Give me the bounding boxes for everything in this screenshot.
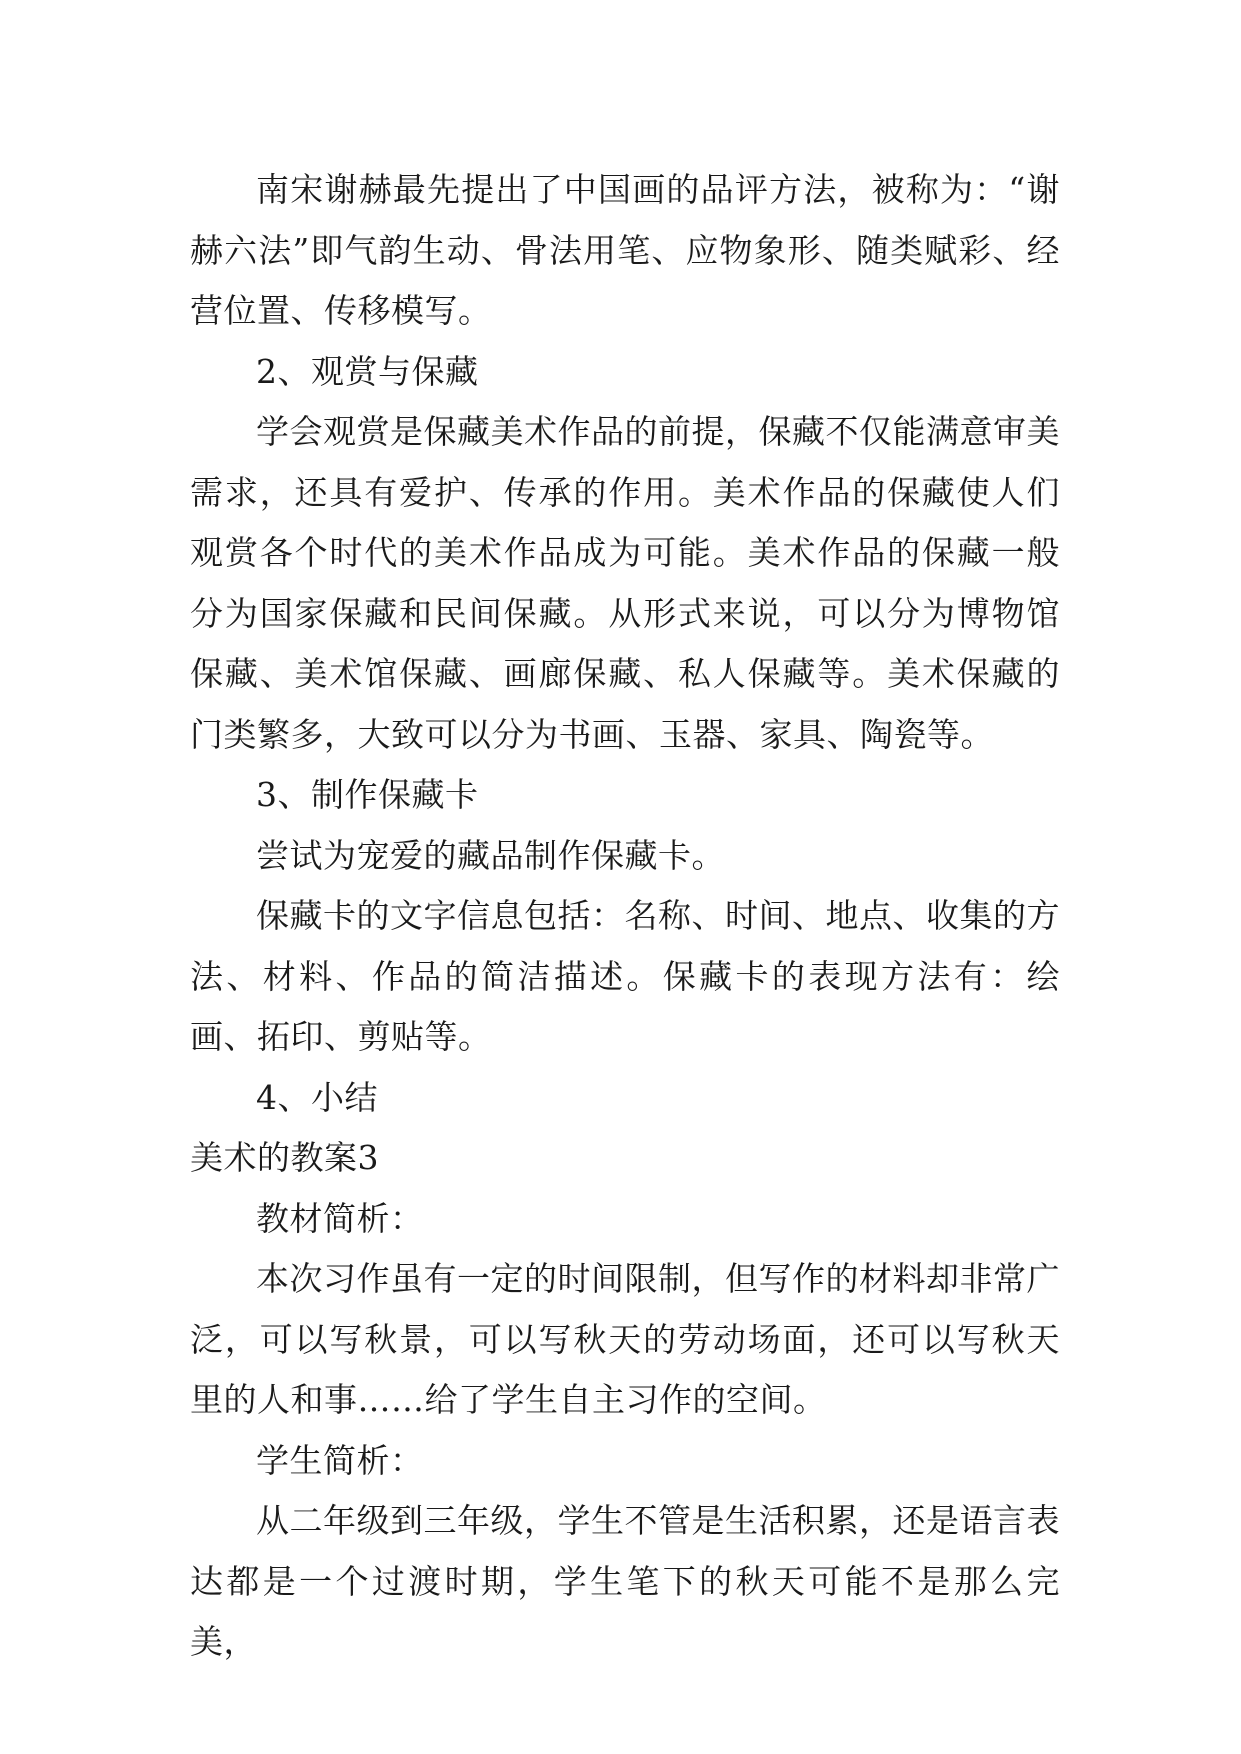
paragraph-student-analysis-label: 学生简析： xyxy=(256,1440,424,1480)
paragraph-try-collection-card: 尝试为宠爱的藏品制作保藏卡。 xyxy=(256,835,725,875)
section-title-art-lesson-3: 美术的教案3 xyxy=(190,1138,379,1177)
heading-appreciation-and-collection: 2、观赏与保藏 xyxy=(256,351,479,391)
heading-make-collection-card: 3、制作保藏卡 xyxy=(256,775,479,814)
paragraph-collection-overview: 学会观赏是保藏美术作品的前提，保藏不仅能满意审美需求，还具有爱护、传承的作用。美术作品的保藏使人们观赏各个时代的美术作品成为可能。美术作品的保藏一般分为国家保藏和民间保藏。从形式来说，可以分为博物馆保藏、美术馆保藏、画廊保藏、私人保藏等。美术保藏的门类繁多，大致可以分为书画、玉器、家具、陶瓷等。 xyxy=(190,412,1060,754)
paragraph-textbook-analysis: 本次习作虽有一定的时间限制，但写作的材料却非常广泛，可以写秋景，可以写秋天的劳动场面，还可以写秋天里的人和事……给了学生自主习作的空间。 xyxy=(190,1259,1060,1419)
paragraph-textbook-analysis-label: 教材简析： xyxy=(256,1198,424,1238)
paragraph-collection-card-info: 保藏卡的文字信息包括：名称、时间、地点、收集的方法、材料、作品的简洁描述。保藏卡的表现方法有：绘画、拓印、剪贴等。 xyxy=(190,896,1060,1056)
paragraph-xie-he-six-principles: 南宋谢赫最先提出了中国画的品评方法，被称为：“谢赫六法”即气韵生动、骨法用笔、应物象形、随类赋彩、经营位置、传移模写。 xyxy=(190,170,1060,330)
document-body xyxy=(190,160,1060,1673)
heading-summary: 4、小结 xyxy=(256,1077,378,1117)
paragraph-student-analysis: 从二年级到三年级，学生不管是生活积累，还是语言表达都是一个过渡时期，学生笔下的秋天可能不是那么完美， xyxy=(190,1501,1060,1661)
